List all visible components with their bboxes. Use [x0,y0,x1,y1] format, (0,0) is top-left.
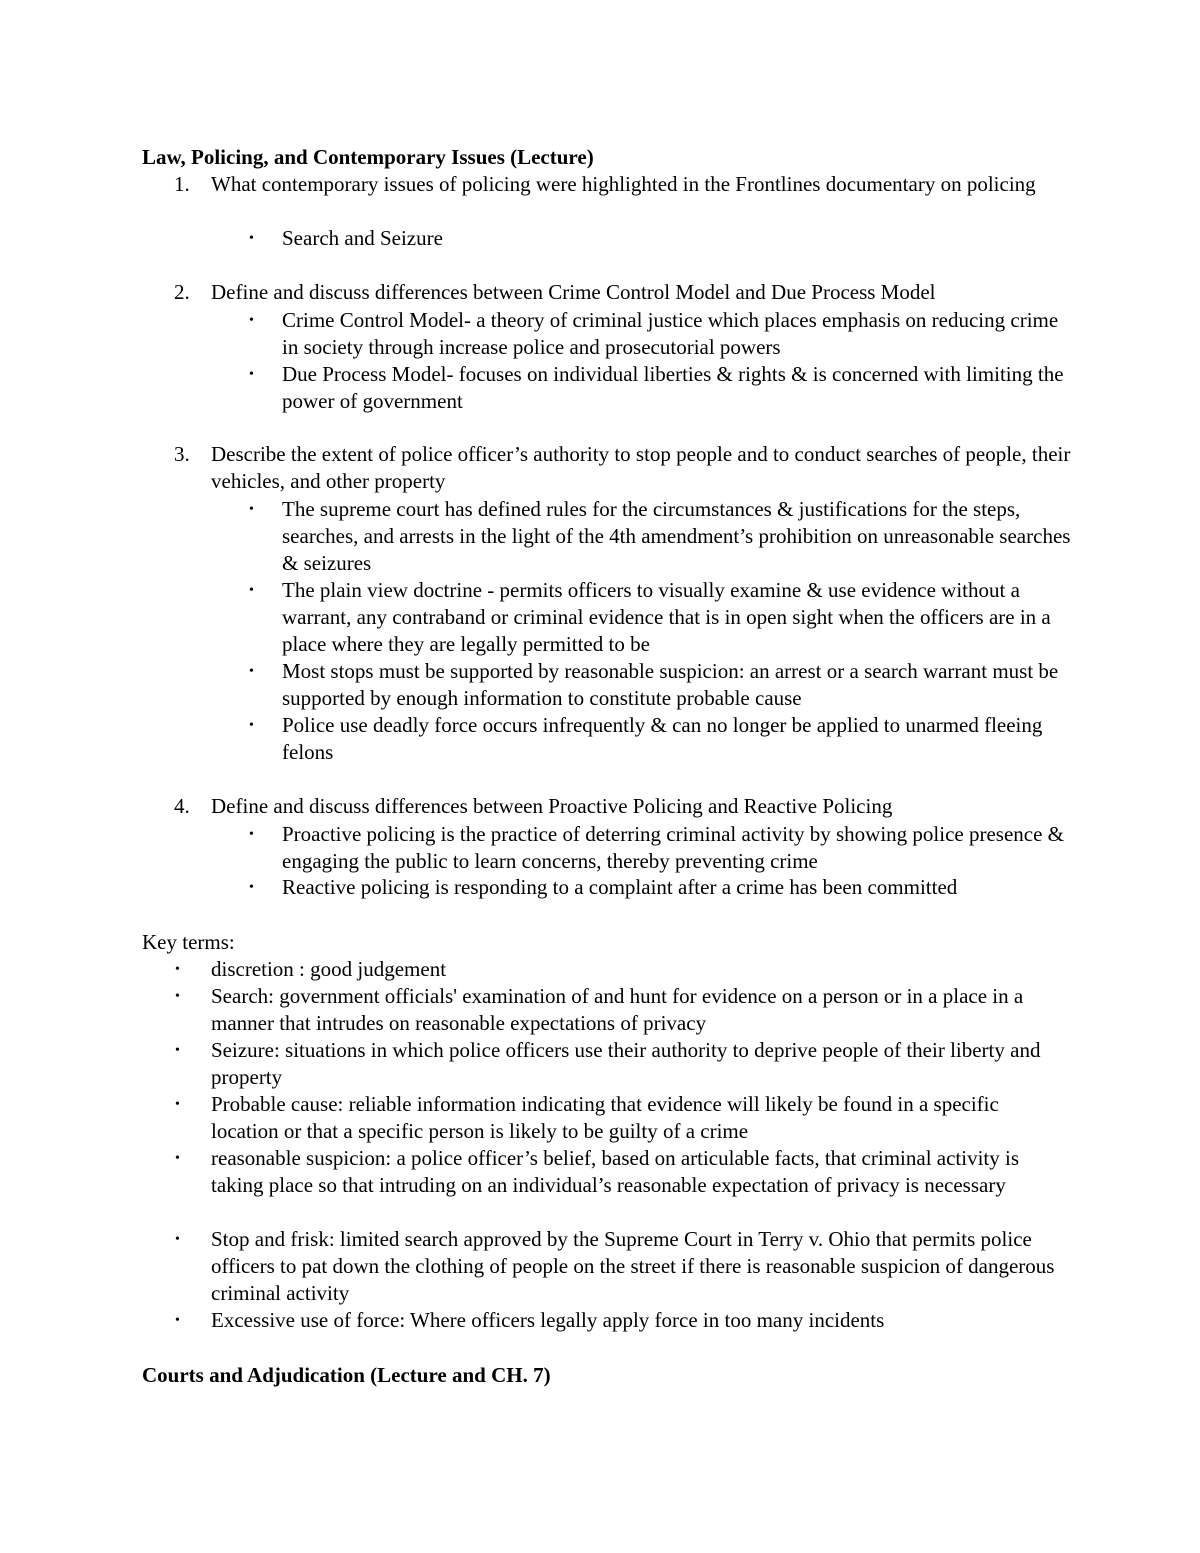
bullet-marker: • [249,367,254,382]
bullet-marker: • [249,583,254,598]
question-text-3: Describe the extent of police officer’s authority to stop people and to conduct searches of people, their vehicles, and other property [211,442,1071,493]
bullet-marker: • [175,1313,180,1328]
answer-bullet-2-1: Crime Control Model- a theory of criminal justice which places emphasis on reducing crime in society through increase police and prosecutorial powers [282,308,1059,359]
answer-bullet-4-2: Reactive policing is responding to a complaint after a crime has been committed [282,875,958,899]
answer-bullet-3-2: The plain view doctrine - permits officers to visually examine & use evidence without a warrant, any contraband or criminal evidence that is in open sight when the officers are in a place where they are legally permitted to be [282,578,1051,656]
key-terms-label: Key terms: [142,930,235,954]
bullet-marker: • [175,1151,180,1166]
bullet-marker: • [175,1232,180,1247]
section-heading-law-policing: Law, Policing, and Contemporary Issues (Lecture) [142,145,594,169]
answer-bullet-3-1: The supreme court has defined rules for the circumstances & justifications for the steps, searches, and arrests in the light of the 4th amendment’s prohibition on unreasonable searches & seizures [282,497,1071,575]
key-term-item: discretion : good judgement [211,957,447,981]
answer-bullet-3-3: Most stops must be supported by reasonable suspicion: an arrest or a search warrant must be supported by enough information to constitute probable cause [282,659,1059,710]
key-term-item: Search: government officials' examination of and hunt for evidence on a person or in a place in a manner that intrudes on reasonable expectations of privacy [211,984,1024,1035]
answer-bullet-1-1: Search and Seizure [282,226,443,250]
bullet-marker: • [249,718,254,733]
answer-bullet-4-1: Proactive policing is the practice of deterring criminal activity by showing police presence & engaging the public to learn concerns, thereby preventing crime [282,822,1064,873]
question-number-1: 1. [174,172,190,196]
question-number-3: 3. [174,442,190,466]
bullet-marker: • [175,989,180,1004]
bullet-marker: • [249,880,254,895]
key-term-item: Excessive use of force: Where officers legally apply force in too many incidents [211,1308,885,1332]
bullet-marker: • [175,1043,180,1058]
bullet-marker: • [249,664,254,679]
section-heading-courts: Courts and Adjudication (Lecture and CH. 7) [142,1363,551,1387]
key-term-item: Stop and frisk: limited search approved by the Supreme Court in Terry v. Ohio that permits police officers to pat down the clothing of people on the street if there is reasonable suspicion of dangerous criminal activity [211,1227,1055,1305]
bullet-marker: • [175,1097,180,1112]
bullet-marker: • [249,827,254,842]
key-term-item: Seizure: situations in which police officers use their authority to deprive people of their liberty and property [211,1038,1041,1089]
question-number-4: 4. [174,794,190,818]
answer-bullet-3-4: Police use deadly force occurs infrequently & can no longer be applied to unarmed fleeing felons [282,713,1043,764]
key-term-item: reasonable suspicion: a police officer’s belief, based on articulable facts, that criminal activity is taking place so that intruding on an individual’s reasonable expectation of privacy is necessary [211,1146,1020,1197]
question-number-2: 2. [174,280,190,304]
bullet-marker: • [175,962,180,977]
answer-bullet-2-2: Due Process Model- focuses on individual liberties & rights & is concerned with limiting the power of government [282,362,1064,413]
bullet-marker: • [249,502,254,517]
question-text-4: Define and discuss differences between Proactive Policing and Reactive Policing [211,794,893,818]
bullet-marker: • [249,231,254,246]
question-text-1: What contemporary issues of policing were highlighted in the Frontlines documentary on policing [211,172,1036,196]
bullet-marker: • [249,313,254,328]
key-term-item: Probable cause: reliable information indicating that evidence will likely be found in a specific location or that a specific person is likely to be guilty of a crime [211,1092,999,1143]
question-text-2: Define and discuss differences between Crime Control Model and Due Process Model [211,280,936,304]
